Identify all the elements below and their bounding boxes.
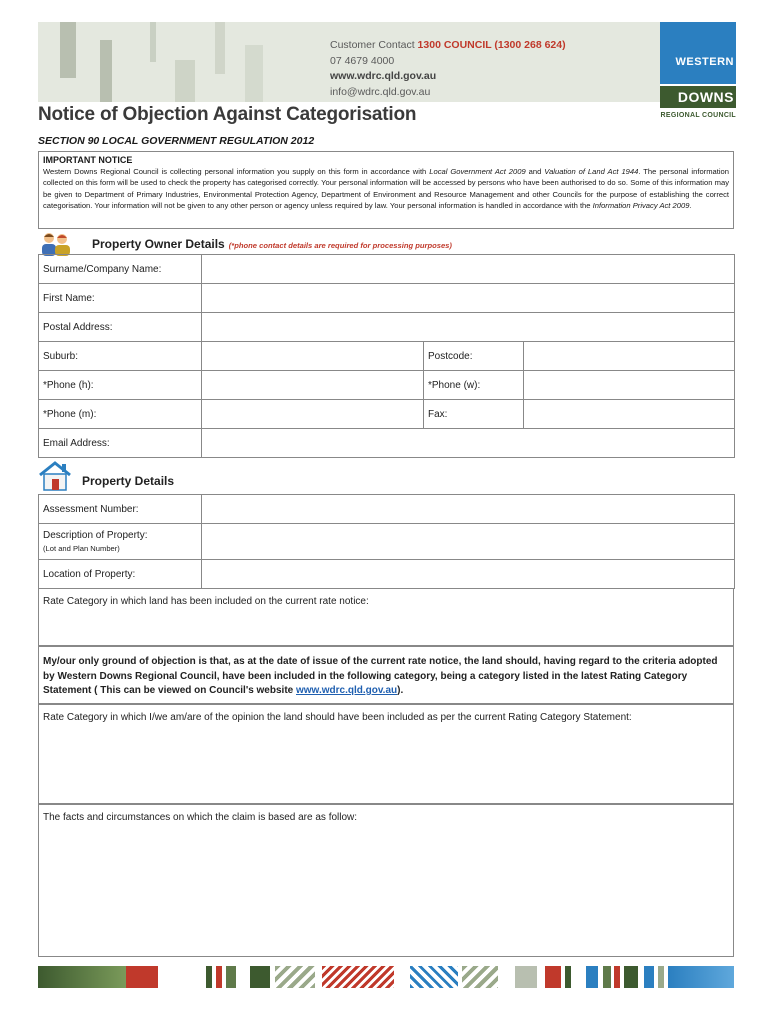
lot-plan-note: (Lot and Plan Number) xyxy=(43,544,120,553)
footer-bar xyxy=(226,966,236,988)
header-stripe xyxy=(175,60,195,102)
notice-heading: IMPORTANT NOTICE xyxy=(43,155,133,165)
footer-bar xyxy=(275,966,315,988)
footer-bar xyxy=(644,966,654,988)
postcode-field[interactable] xyxy=(524,342,735,371)
property-section-heading: Property Details xyxy=(82,474,175,488)
footer-bar xyxy=(565,966,571,988)
website-link[interactable]: www.wdrc.qld.gov.au xyxy=(330,70,437,82)
council-logo xyxy=(660,22,736,122)
phone-mobile-label: *Phone (m): xyxy=(39,400,202,429)
postal-address-field[interactable] xyxy=(202,313,735,342)
logo-downs: DOWNS xyxy=(660,86,736,108)
phone-home-field[interactable] xyxy=(202,371,424,400)
footer-bar xyxy=(658,966,664,988)
footer-bar xyxy=(410,966,458,988)
house-icon xyxy=(38,460,72,492)
owner-details-table xyxy=(38,254,735,458)
council-website-link[interactable]: www.wdrc.qld.gov.au xyxy=(296,685,398,696)
opinion-category-box[interactable] xyxy=(38,704,734,804)
header-stripe xyxy=(60,22,76,78)
notice-text: Western Downs Regional Council is collecting personal information you supply on this form in accordance with Local Government Act 2009 and Valuation of Land Act 1944. The personal information collected on this form will be used to check the property has categorised correctly. Your personal information will be accessed by persons who have been authorised to do so. Some of this information may be given to Department of Primary Industries, Environmental Protection Agency, Department of Environment and Resource Management and other Councils for the purpose of establishing the correct categorisation. Your information will not be given to any other person or agency unless required by law. Your personal information is handled in accordance with the Information Privacy Act 2009. xyxy=(43,167,729,211)
logo-regional-council: REGIONAL COUNCIL xyxy=(660,112,736,119)
footer-bar xyxy=(545,966,561,988)
email-field[interactable] xyxy=(202,429,735,458)
phone-number: 07 4679 4000 xyxy=(330,54,395,67)
phone-work-field[interactable] xyxy=(524,371,735,400)
page-title: Notice of Objection Against Categorisation xyxy=(38,104,417,125)
facts-circumstances-label: The facts and circumstances on which the claim is based are as follow: xyxy=(43,812,358,823)
footer-bar xyxy=(624,966,638,988)
footer-bar xyxy=(322,966,394,988)
description-label: Description of Property: (Lot and Plan Number) xyxy=(39,524,202,560)
contact-label: Customer Contact xyxy=(330,39,415,51)
footer-bar xyxy=(462,966,498,988)
email-link[interactable]: info@wdrc.qld.gov.au xyxy=(330,85,431,98)
owner-section-heading: Property Owner Details (*phone contact details are required for processing purposes) xyxy=(92,237,452,251)
footer-bar xyxy=(515,966,537,988)
fax-label: Fax: xyxy=(424,400,524,429)
suburb-label: Suburb: xyxy=(39,342,202,371)
phone-mobile-field[interactable] xyxy=(202,400,424,429)
contact-phone: 1300 COUNCIL (1300 268 624) xyxy=(417,39,566,51)
opinion-category-label: Rate Category in which I/we am/are of the opinion the land should have been included as per the current Rating Category Statement: xyxy=(43,712,632,723)
header-stripe xyxy=(245,45,263,102)
postcode-label: Postcode: xyxy=(424,342,524,371)
location-label: Location of Property: xyxy=(39,560,202,589)
location-field[interactable] xyxy=(202,560,735,589)
contact-info xyxy=(330,38,566,100)
footer-bar xyxy=(614,966,620,988)
property-details-table xyxy=(38,494,735,589)
section-subtitle: SECTION 90 LOCAL GOVERNMENT REGULATION 2012 xyxy=(38,135,315,147)
surname-field[interactable] xyxy=(202,255,735,284)
important-notice xyxy=(38,151,734,229)
assessment-number-label: Assessment Number: xyxy=(39,495,202,524)
suburb-field[interactable] xyxy=(202,342,424,371)
assessment-number-field[interactable] xyxy=(202,495,735,524)
header-stripe xyxy=(215,22,225,74)
first-name-field[interactable] xyxy=(202,284,735,313)
phone-home-label: *Phone (h): xyxy=(39,371,202,400)
footer-bar xyxy=(603,966,611,988)
current-rate-category-box[interactable] xyxy=(38,588,734,646)
description-field[interactable] xyxy=(202,524,735,560)
footer-bar xyxy=(216,966,222,988)
surname-label: Surname/Company Name: xyxy=(39,255,202,284)
current-rate-category-label: Rate Category in which land has been included on the current rate notice: xyxy=(43,596,369,607)
facts-circumstances-box[interactable] xyxy=(38,804,734,957)
header-stripe xyxy=(100,40,112,102)
objection-statement: My/our only ground of objection is that, as at the date of issue of the current rate notice, the land should, having regard to the criteria adopted by Western Downs Regional Council, have been included in the following category, being a category listed in the latest Rating Category Statement ( This can be viewed on Council's website www.wdrc.qld.gov.au). xyxy=(38,646,734,704)
postal-address-label: Postal Address: xyxy=(39,313,202,342)
header-stripe xyxy=(150,22,156,62)
first-name-label: First Name: xyxy=(39,284,202,313)
footer-bar xyxy=(586,966,598,988)
footer-bar xyxy=(206,966,212,988)
fax-field[interactable] xyxy=(524,400,735,429)
footer-bar xyxy=(250,966,270,988)
logo-western: WESTERN xyxy=(675,56,734,68)
footer-band-red xyxy=(126,966,158,988)
phone-required-note: (*phone contact details are required for processing purposes) xyxy=(228,241,452,250)
email-label: Email Address: xyxy=(39,429,202,458)
footer-band-blue xyxy=(668,966,734,988)
phone-work-label: *Phone (w): xyxy=(424,371,524,400)
footer-band-green xyxy=(38,966,126,988)
